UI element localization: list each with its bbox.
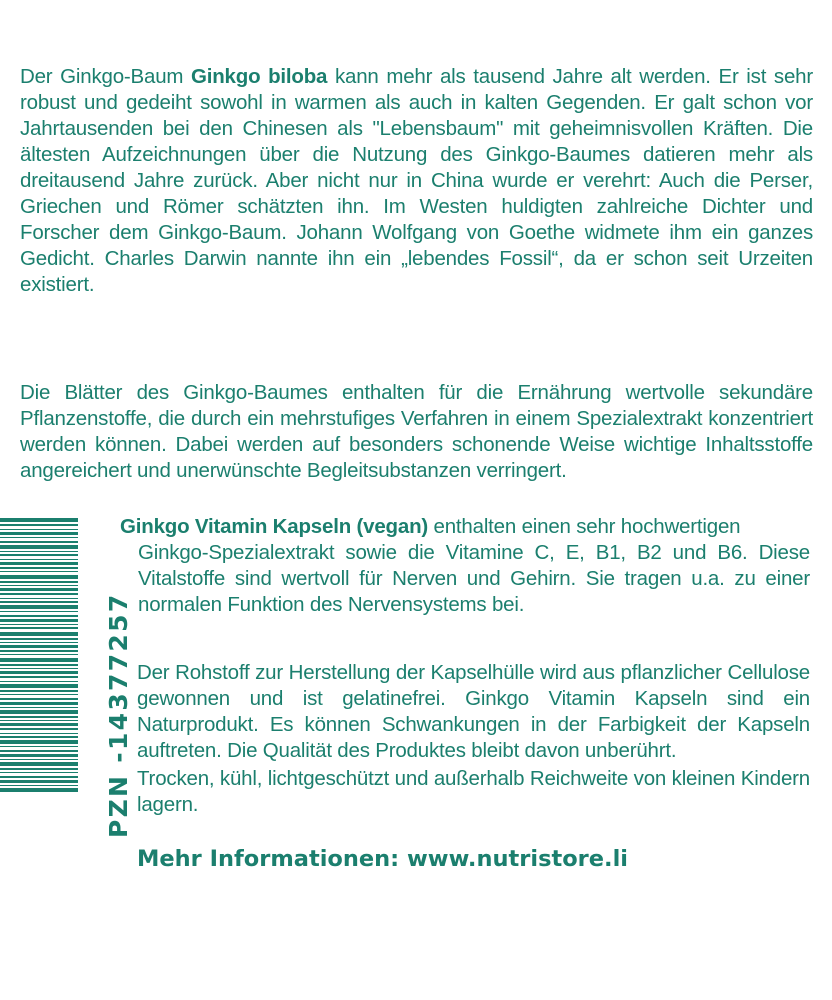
barcode-bar — [0, 611, 78, 612]
barcode-bar — [0, 562, 78, 565]
barcode-bar — [0, 615, 78, 617]
barcode-bar — [0, 780, 78, 783]
barcode-bar — [0, 554, 78, 556]
barcode-bar — [0, 518, 78, 522]
intro-paragraph-1 — [20, 64, 813, 298]
barcode-bar — [0, 571, 78, 572]
latin-name: Ginkgo biloba — [190, 65, 328, 88]
barcode-bar — [0, 768, 78, 770]
barcode-bar — [0, 754, 78, 757]
barcode-bar — [0, 638, 78, 640]
barcode-bar — [0, 541, 78, 543]
barcode-bar — [0, 684, 78, 688]
barcode-bar — [0, 733, 78, 734]
barcode-bar — [0, 690, 78, 692]
barcode-bar — [0, 559, 78, 560]
storage-info: Trocken, kühl, lichtgeschützt und außerhalb Reichweite von kleinen Kindern lagern. — [137, 767, 810, 816]
barcode-bar — [0, 627, 78, 629]
product-desc-rest: Ginkgo-Spezialextrakt sowie die Vitamine C, E, B1, B2 und B6. Diese Vitalstoffe sind wertvoll für Nerven und Gehirn. Sie tragen u.a. zu einer normalen Funktion des Nervensystems bei. — [138, 541, 810, 616]
barcode-bar — [0, 524, 78, 526]
barcode-bar — [0, 785, 78, 786]
barcode-bar — [0, 694, 78, 695]
barcode-bar — [0, 619, 78, 622]
product-name: Ginkgo Vitamin Kapseln (vegan) — [120, 515, 429, 538]
barcode-bar — [0, 746, 78, 747]
barcode-bar — [0, 645, 78, 648]
barcode-bar — [0, 567, 78, 569]
barcode-bar — [0, 707, 78, 708]
barcode-bar — [0, 668, 78, 669]
barcode-bar — [0, 740, 78, 744]
barcode-bar — [0, 723, 78, 726]
barcode-bar — [0, 788, 78, 792]
intro-paragraph-2: Die Blätter des Ginkgo-Baumes enthalten für die Ernährung wertvolle sekundäre Pflanzenstoffe, die durch ein mehrstufiges Verfahren in einem Spezialextrakt konzentriert werden können. Dabei werden auf besonders schonende Weise wichtige Inhaltsstoffe angereichert und unerwünschte Begleitsubstanzen verringert. — [20, 381, 813, 482]
pzn-number: PZN -14377257 — [104, 592, 133, 838]
barcode-bar — [0, 601, 78, 603]
barcode-bar — [0, 532, 78, 535]
barcode-bar — [0, 551, 78, 552]
barcode-bar — [0, 632, 78, 636]
barcode-bar — [0, 698, 78, 700]
barcode-bar — [0, 736, 78, 738]
barcode-bar — [0, 759, 78, 760]
barcode-bar — [0, 776, 78, 778]
barcode-bar — [0, 605, 78, 609]
barcode-bar — [0, 671, 78, 674]
barcode-bar — [0, 581, 78, 583]
capsule-info: Der Rohstoff zur Herstellung der Kapselhülle wird aus pflanzlicher Cellulose gewonnen und ist gelatinefrei. Ginkgo Vitamin Kapseln sind ein Naturprodukt. Es können Schwankungen in der Farbigkeit der Kapseln auftreten. Die Qualität des Produktes bleibt davon unberührt. — [137, 661, 810, 762]
barcode-bar — [0, 664, 78, 666]
barcode-bar — [0, 681, 78, 682]
barcode-bar — [0, 598, 78, 599]
barcode-bar — [0, 537, 78, 538]
product-description — [120, 514, 810, 618]
barcode — [0, 518, 78, 886]
more-info-link: Mehr Informationen: www.nutristore.li — [137, 846, 629, 872]
barcode-bar — [0, 716, 78, 718]
barcode-bar — [0, 593, 78, 595]
barcode-bar — [0, 728, 78, 730]
barcode-bar — [0, 575, 78, 579]
barcode-bar — [0, 702, 78, 705]
barcode-bar — [0, 654, 78, 655]
p1-text-rest: kann mehr als tausend Jahre alt werden. Er ist sehr robust und gedeiht sowohl in warmen als auch in kalten Gegenden. Er galt schon vor Jahrtausenden bei den Chinesen als "Lebensbaum" mit geheimnisvollen Kräften. Die ältesten Aufzeichnungen über die Nutzung des Ginkgo-Baumes datieren mehr als dreitausend Jahre zurück. Aber nicht nur in China wurde er verehrt: Auch die Perser, Griechen und Römer schätzten ihn. Im Westen huldigten zahlreiche Dichter und Forscher dem Ginkgo-Baum. Johann Wolfgang von Goethe widmete ihm ein ganzes Gedicht. Charles Darwin nannte ihn ein „lebendes Fossil“, da er schon seit Urzeiten existiert. — [20, 65, 813, 296]
barcode-bar — [0, 585, 78, 586]
p1-text-start: Der Ginkgo-Baum — [20, 65, 191, 88]
barcode-bar — [0, 650, 78, 652]
barcode-bar — [0, 772, 78, 773]
barcode-bar — [0, 545, 78, 549]
barcode-bar — [0, 624, 78, 625]
barcode-bar — [0, 720, 78, 721]
barcode-bar — [0, 762, 78, 766]
barcode-bar — [0, 642, 78, 643]
product-desc-first: enthalten einen sehr hochwertigen — [428, 515, 741, 538]
barcode-bar — [0, 750, 78, 752]
barcode-bar — [0, 588, 78, 591]
barcode-bar — [0, 710, 78, 714]
barcode-bar — [0, 658, 78, 662]
barcode-bar — [0, 529, 78, 530]
barcode-bar — [0, 676, 78, 678]
